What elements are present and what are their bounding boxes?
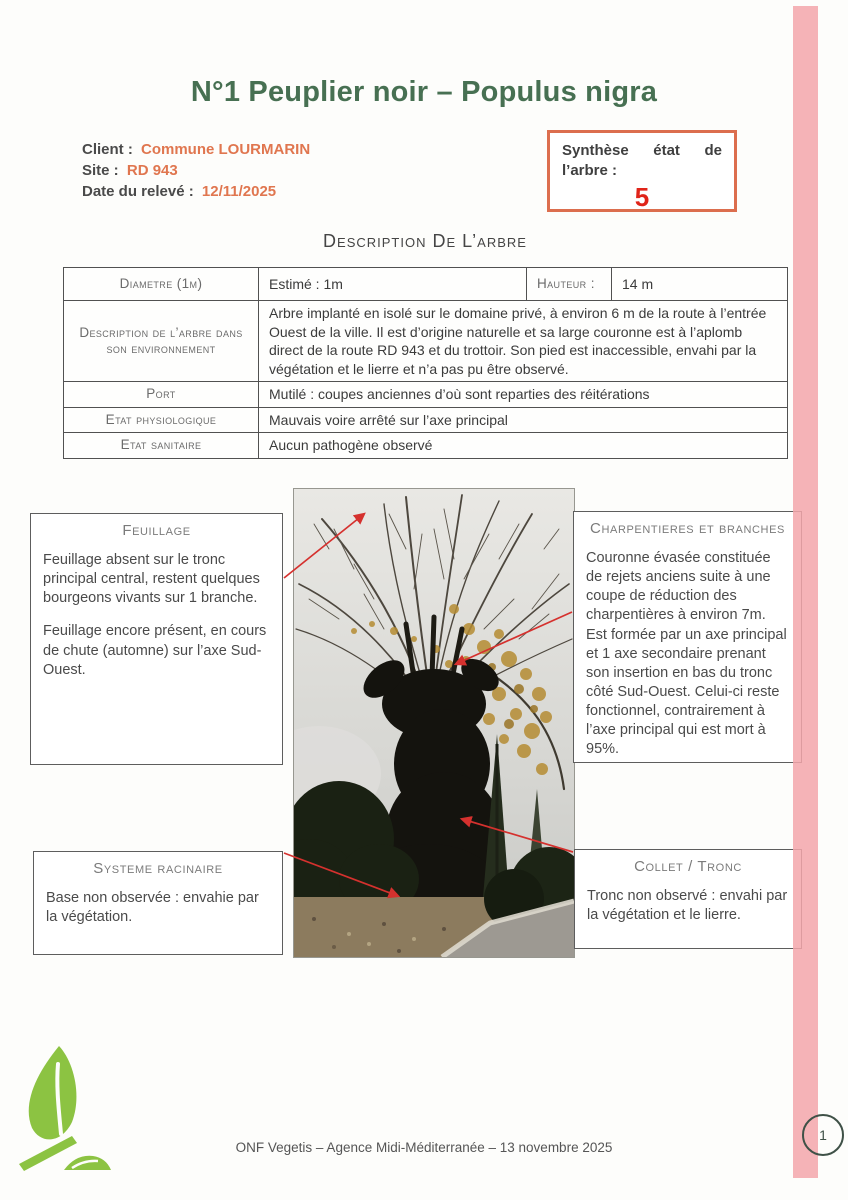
logo-big-leaf xyxy=(29,1046,77,1139)
onf-vegetis-logo xyxy=(14,1042,114,1180)
feuillage-heading: Feuillage xyxy=(122,522,191,539)
client-value: Commune LOURMARIN xyxy=(141,141,311,158)
logo-small-leaf xyxy=(64,1156,111,1170)
page-title: N°1 Peuplier noir – Populus nigra xyxy=(190,76,658,108)
table-row xyxy=(64,301,788,382)
synthese-box xyxy=(547,130,737,212)
table-row xyxy=(64,407,788,433)
site-value: RD 943 xyxy=(126,162,178,179)
table-row xyxy=(64,382,788,408)
etat-physiologique-label: Etat physiologique xyxy=(64,407,259,433)
table-row xyxy=(64,433,788,459)
feuillage-text-1: Feuillage absent sur le tronc principal central, restent quelques bourgeons vivants sur 1 branche. xyxy=(43,552,260,607)
environnement-value: Arbre implanté en isolé sur le domaine privé, à environ 6 m de la route à l’entrée Ouest de la ville. Il est d’origine naturelle et sa large couronne est à l’aplomb direct de la route RD 943 et du trottoir. Son pied est inaccessible, envahi par la végétation et le lierre et n’a pas pu être observé. xyxy=(259,301,788,382)
collet-tronc-heading: Collet / Tronc xyxy=(634,858,742,875)
pink-scan-strip xyxy=(793,6,818,1178)
hauteur-label: Hauteur : xyxy=(527,268,612,301)
table-row xyxy=(64,268,788,301)
tree-photo-drawing xyxy=(294,489,574,957)
page-number: 1 xyxy=(819,1127,827,1143)
description-table xyxy=(63,267,788,459)
date-label: Date du relevé : xyxy=(82,183,194,200)
diametre-label: Diametre (1m) xyxy=(64,268,259,301)
port-label: Port xyxy=(64,382,259,408)
environnement-label: Description de l’arbre dans son environnement xyxy=(64,301,259,382)
feuillage-text-2: Feuillage encore présent, en cours de chute (automne) sur l’axe Sud-Ouest. xyxy=(43,623,267,678)
footer-text: ONF Vegetis – Agence Midi-Méditerranée – 13 novembre 2025 xyxy=(235,1140,613,1155)
synthese-label: Synthèse état de l’arbre : xyxy=(562,142,722,179)
date-value: 12/11/2025 xyxy=(201,183,277,200)
systeme-racinaire-text: Base non observée : envahie par la végétation. xyxy=(46,890,259,926)
charpentieres-box xyxy=(573,511,802,763)
etat-physiologique-value: Mauvais voire arrêté sur l’axe principal xyxy=(259,407,788,433)
client-label: Client : xyxy=(82,141,133,158)
collet-tronc-box xyxy=(574,849,802,949)
port-value: Mutilé : coupes anciennes d’où sont reparties des réitérations xyxy=(259,382,788,408)
hauteur-value: 14 m xyxy=(612,268,788,301)
page-number-badge xyxy=(802,1114,844,1156)
synthese-score: 5 xyxy=(634,182,650,212)
systeme-racinaire-box xyxy=(33,851,283,955)
site-label: Site : xyxy=(82,162,119,179)
collet-tronc-text: Tronc non observé : envahi par la végétation et le lierre. xyxy=(587,888,788,924)
site-row xyxy=(82,160,310,181)
charpentieres-text: Couronne évasée constituée de rejets anciens suite à une coupe de réduction des charpentières à environ 7m. Est formée par un axe principal et 1 axe secondaire prenant son insertion en bas du tronc côté Sud-Ouest. Celui-ci reste fonctionnel, contrairement à l’axe principal qui est mort à 95%. xyxy=(586,550,787,758)
date-row xyxy=(82,181,310,202)
diametre-value: Estimé : 1m xyxy=(259,268,527,301)
report-meta xyxy=(82,139,310,202)
systeme-racinaire-heading: Systeme racinaire xyxy=(93,860,223,877)
tree-photo xyxy=(293,488,575,958)
etat-sanitaire-label: Etat sanitaire xyxy=(64,433,259,459)
etat-sanitaire-value: Aucun pathogène observé xyxy=(259,433,788,459)
feuillage-box xyxy=(30,513,283,765)
charpentieres-heading: Charpentieres et branches xyxy=(590,520,785,537)
client-row xyxy=(82,139,310,160)
section-heading: Description De L’arbre xyxy=(323,231,527,251)
